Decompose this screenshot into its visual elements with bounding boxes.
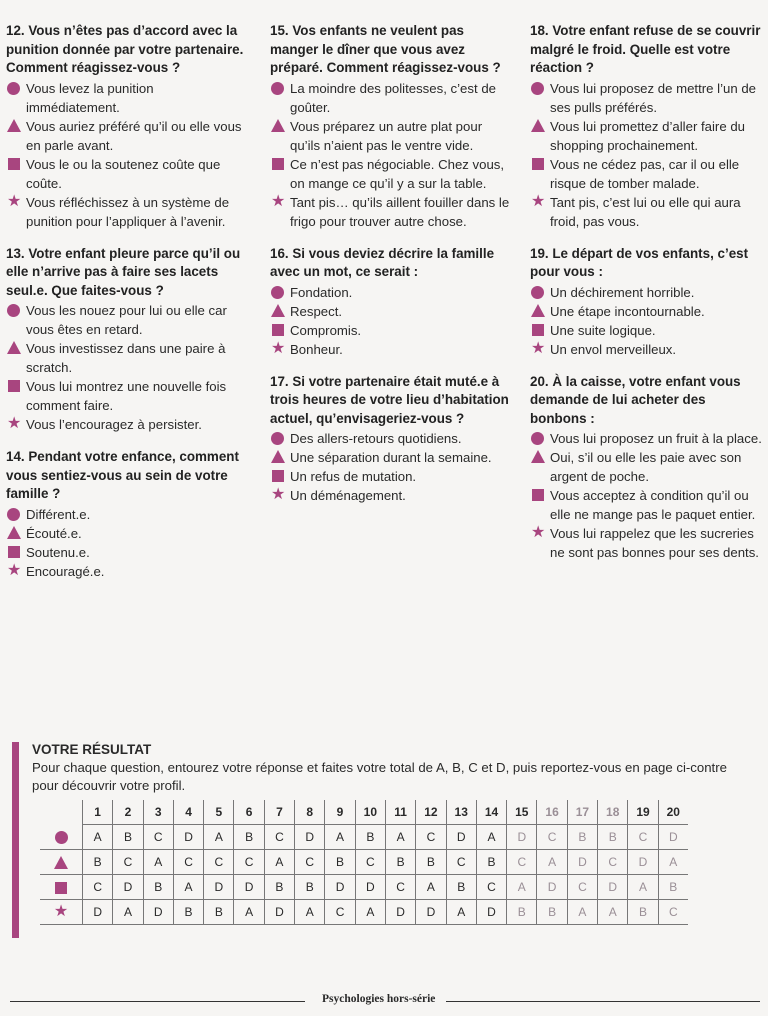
grid-cell[interactable]: A (83, 825, 113, 850)
grid-cell[interactable]: D (385, 900, 415, 925)
question-title: 15. Vos enfants ne veulent pas manger le dîner que vous avez préparé. Comment réagissez-vous ? (270, 23, 501, 75)
triangle-icon (531, 119, 545, 132)
grid-cell[interactable]: A (507, 875, 537, 900)
grid-cell[interactable]: B (143, 875, 173, 900)
square-icon (532, 489, 544, 501)
grid-cell[interactable]: A (385, 825, 415, 850)
circle-icon (271, 82, 284, 95)
grid-cell[interactable]: B (325, 850, 355, 875)
grid-cell[interactable]: A (628, 875, 658, 900)
grid-cell[interactable]: A (416, 875, 446, 900)
question-18 (530, 22, 762, 231)
grid-cell[interactable]: D (295, 825, 325, 850)
square-icon (272, 324, 284, 336)
grid-header-cell: 9 (325, 800, 355, 825)
square-icon (8, 380, 20, 392)
question-13 (6, 245, 251, 435)
option-circle[interactable]: Vous lui proposez de mettre l’un de ses pulls préférés. (530, 79, 762, 117)
footer-publication: Psychologies hors-série (322, 993, 436, 1005)
option-triangle[interactable]: Vous investissez dans une paire à scratch. (6, 339, 251, 377)
triangle-icon (54, 856, 68, 869)
option-triangle[interactable]: Écouté.e. (6, 524, 251, 543)
grid-cell[interactable]: D (143, 900, 173, 925)
grid-header-cell: 4 (173, 800, 203, 825)
option-circle[interactable]: Différent.e. (6, 505, 251, 524)
question-title: 17. Si votre partenaire était muté.e à trois heures de votre lieu d’habitation actuel, qu’envisageriez-vous ? (270, 373, 509, 426)
grid-cell[interactable]: C (325, 900, 355, 925)
grid-header-cell: 6 (234, 800, 264, 825)
grid-header-cell: 3 (143, 800, 173, 825)
grid-cell[interactable]: B (385, 850, 415, 875)
question-19 (530, 245, 762, 359)
option-square[interactable]: Vous lui montrez une nouvelle fois comment faire. (6, 377, 251, 415)
grid-cell[interactable]: D (416, 900, 446, 925)
question-title: 20. À la caisse, votre enfant vous demande de lui acheter des bonbons : (530, 373, 741, 426)
grid-cell[interactable]: C (446, 850, 476, 875)
grid-cell[interactable]: C (173, 850, 203, 875)
grid-row (40, 900, 688, 925)
grid-cell[interactable]: B (113, 825, 143, 850)
grid-cell[interactable]: C (537, 825, 567, 850)
grid-header-row (40, 800, 688, 825)
grid-cell[interactable]: D (476, 900, 506, 925)
question-14 (6, 448, 251, 581)
grid-header-cell: 14 (476, 800, 506, 825)
grid-row (40, 875, 688, 900)
grid-header-cell: 10 (355, 800, 385, 825)
grid-cell[interactable]: D (83, 900, 113, 925)
grid-cell[interactable]: C (598, 850, 628, 875)
grid-cell[interactable]: B (204, 900, 234, 925)
grid-cell[interactable]: A (173, 875, 203, 900)
option-circle[interactable]: La moindre des politesses, c’est de goûter. (270, 79, 510, 117)
triangle-icon (271, 119, 285, 132)
square-icon (272, 470, 284, 482)
grid-cell[interactable]: B (173, 900, 203, 925)
grid-cell[interactable]: A (567, 900, 597, 925)
grid-cell[interactable]: D (446, 825, 476, 850)
option-star[interactable]: ★ Vous l’encouragez à persister. (7, 415, 202, 432)
question-title: 16. Si vous deviez décrire la famille avec un mot, ce serait : (270, 245, 495, 279)
scoring-grid (40, 800, 688, 925)
option-star[interactable]: ★ Tant pis, c’est lui ou elle qui aura froid, pas vous. (531, 192, 741, 229)
grid-row-symbol (40, 825, 83, 850)
circle-icon (7, 304, 20, 317)
option-triangle[interactable]: Vous lui promettez d’aller faire du shopping prochainement. (530, 117, 762, 155)
grid-cell[interactable]: B (355, 825, 385, 850)
grid-cell[interactable]: B (446, 875, 476, 900)
grid-cell[interactable]: A (204, 825, 234, 850)
option-star[interactable]: ★ Vous réfléchissez à un système de punition pour l’appliquer à l’avenir. (7, 192, 230, 229)
grid-cell[interactable]: D (204, 875, 234, 900)
grid-header-cell: 8 (295, 800, 325, 825)
option-square[interactable]: Soutenu.e. (6, 543, 251, 562)
star-icon: ★ (7, 415, 22, 432)
accent-bar (12, 742, 19, 938)
grid-header-cell: 20 (658, 800, 688, 825)
option-square[interactable]: Vous le ou la soutenez coûte que coûte. (6, 155, 251, 193)
option-circle[interactable]: Vous lui proposez un fruit à la place. (530, 429, 762, 448)
footer-rule-left (10, 1001, 305, 1002)
grid-cell[interactable]: B (537, 900, 567, 925)
grid-cell[interactable]: D (234, 875, 264, 900)
question-title: 14. Pendant votre enfance, comment vous sentiez-vous au sein de votre famille ? (6, 449, 239, 501)
circle-icon (271, 432, 284, 445)
grid-row-symbol (40, 875, 83, 900)
option-star[interactable]: ★ Encouragé.e. (7, 561, 105, 579)
grid-cell[interactable]: C (113, 850, 143, 875)
star-icon: ★ (531, 524, 546, 541)
grid-cell[interactable]: D (567, 850, 597, 875)
option-star[interactable]: ★ Un déménagement. (271, 486, 406, 503)
option-square[interactable]: Compromis. (270, 321, 510, 340)
question-12 (6, 22, 251, 231)
grid-cell[interactable]: A (264, 850, 294, 875)
footer-rule-right (446, 1001, 760, 1002)
grid-cell[interactable]: A (598, 900, 628, 925)
grid-cell[interactable]: B (264, 875, 294, 900)
grid-cell[interactable]: C (385, 875, 415, 900)
option-star[interactable]: ★ Bonheur. (271, 339, 343, 357)
grid-cell[interactable]: C (628, 825, 658, 850)
grid-cell[interactable]: C (567, 875, 597, 900)
grid-cell[interactable]: D (325, 875, 355, 900)
star-icon: ★ (531, 192, 546, 210)
grid-cell[interactable]: C (295, 850, 325, 875)
grid-header-cell: 5 (204, 800, 234, 825)
circle-icon (531, 286, 544, 299)
square-icon (272, 158, 284, 170)
option-square[interactable]: Une suite logique. (530, 321, 762, 340)
grid-cell[interactable]: C (204, 850, 234, 875)
grid-cell[interactable]: A (234, 900, 264, 925)
grid-cell[interactable]: D (113, 875, 143, 900)
square-icon (8, 546, 20, 558)
option-triangle[interactable]: Vous préparez un autre plat pour qu’ils n’aient pas le ventre vide. (270, 117, 510, 155)
grid-cell[interactable]: A (476, 825, 506, 850)
grid-cell[interactable]: B (598, 825, 628, 850)
triangle-icon (271, 450, 285, 463)
grid-header-cell: 12 (416, 800, 446, 825)
grid-cell[interactable]: D (598, 875, 628, 900)
square-icon (55, 882, 67, 894)
grid-corner (40, 800, 83, 825)
option-square[interactable]: Ce n’est pas négociable. Chez vous, on mange ce qu’il y a sur la table. (270, 155, 510, 193)
option-square[interactable]: Vous ne cédez pas, car il ou elle risque de tomber malade. (530, 155, 762, 193)
question-15 (270, 22, 510, 231)
grid-cell[interactable]: C (234, 850, 264, 875)
option-star[interactable]: ★ Tant pis… qu’ils aillent fouiller dans le frigo pour trouver autre chose. (271, 192, 510, 229)
question-20 (530, 373, 762, 563)
grid-cell[interactable]: B (416, 850, 446, 875)
grid-cell[interactable]: B (658, 875, 688, 900)
grid-row-symbol (40, 850, 83, 875)
grid-header-cell: 2 (113, 800, 143, 825)
grid-header-cell: 17 (567, 800, 597, 825)
grid-cell[interactable]: A (295, 900, 325, 925)
question-16 (270, 245, 510, 359)
option-circle[interactable]: Un déchirement horrible. (530, 283, 762, 302)
grid-cell[interactable]: D (264, 900, 294, 925)
grid-cell[interactable]: C (143, 825, 173, 850)
option-triangle[interactable]: Vous auriez préféré qu’il ou elle vous en parle avant. (6, 117, 251, 155)
option-triangle[interactable]: Respect. (270, 302, 510, 321)
grid-cell[interactable]: D (355, 875, 385, 900)
grid-cell[interactable]: A (113, 900, 143, 925)
grid-cell[interactable]: C (476, 875, 506, 900)
triangle-icon (7, 341, 21, 354)
grid-header-cell: 19 (628, 800, 658, 825)
option-circle[interactable]: Des allers-retours quotidiens. (270, 429, 510, 448)
circle-icon (531, 82, 544, 95)
question-title: 19. Le départ de vos enfants, c’est pour vous : (530, 245, 749, 279)
option-triangle[interactable]: Une séparation durant la semaine. (270, 448, 510, 467)
question-title: 13. Votre enfant pleure parce qu’il ou elle n’arrive pas à faire ses lacets seul.e. Que faites-vous ? (6, 245, 241, 298)
star-icon: ★ (7, 192, 22, 210)
triangle-icon (7, 526, 21, 539)
grid-header-cell: 16 (537, 800, 567, 825)
grid-cell[interactable]: D (658, 825, 688, 850)
star-icon: ★ (271, 192, 286, 210)
option-circle[interactable]: Fondation. (270, 283, 510, 302)
triangle-icon (271, 304, 285, 317)
grid-header-cell: 1 (83, 800, 113, 825)
grid-cell[interactable]: B (234, 825, 264, 850)
grid-cell[interactable]: C (355, 850, 385, 875)
question-17 (270, 373, 510, 506)
grid-row (40, 850, 688, 875)
grid-cell[interactable]: B (567, 825, 597, 850)
grid-cell[interactable]: B (476, 850, 506, 875)
star-icon: ★ (531, 339, 546, 357)
star-icon: ★ (271, 339, 286, 357)
column-right (530, 22, 762, 576)
grid-header-cell: 18 (598, 800, 628, 825)
grid-header-cell: 11 (385, 800, 415, 825)
option-star[interactable]: ★ Un envol merveilleux. (531, 339, 677, 357)
circle-icon (531, 432, 544, 445)
grid-cell[interactable]: A (537, 850, 567, 875)
grid-cell[interactable]: B (295, 875, 325, 900)
grid-cell[interactable]: C (83, 875, 113, 900)
square-icon (532, 158, 544, 170)
question-title: 18. Votre enfant refuse de se couvrir malgré le froid. Quelle est votre réaction ? (530, 23, 761, 75)
square-icon (8, 158, 20, 170)
option-square[interactable]: Un refus de mutation. (270, 467, 510, 486)
grid-cell[interactable]: D (507, 825, 537, 850)
grid-cell[interactable]: B (507, 900, 537, 925)
grid-cell[interactable]: B (628, 900, 658, 925)
option-triangle[interactable]: Oui, s’il ou elle les paie avec son argent de poche. (530, 448, 762, 486)
grid-cell[interactable]: C (264, 825, 294, 850)
circle-icon (7, 508, 20, 521)
grid-cell[interactable]: C (416, 825, 446, 850)
star-icon: ★ (53, 903, 69, 920)
triangle-icon (531, 450, 545, 463)
grid-cell[interactable]: A (143, 850, 173, 875)
option-star[interactable]: ★ Vous lui rappelez que les sucreries ne sont pas bonnes pour ses dents. (531, 524, 759, 560)
grid-header-cell: 13 (446, 800, 476, 825)
grid-cell[interactable]: A (446, 900, 476, 925)
footer (10, 993, 760, 1009)
grid-cell[interactable]: D (537, 875, 567, 900)
grid-cell[interactable]: D (173, 825, 203, 850)
grid-cell[interactable]: C (507, 850, 537, 875)
option-triangle[interactable]: Une étape incontournable. (530, 302, 762, 321)
triangle-icon (7, 119, 21, 132)
grid-row-symbol (40, 900, 83, 925)
grid-cell[interactable]: A (325, 825, 355, 850)
circle-icon (271, 286, 284, 299)
grid-cell[interactable]: A (658, 850, 688, 875)
grid-cell[interactable]: C (658, 900, 688, 925)
column-middle (270, 22, 510, 519)
result-instructions: Pour chaque question, entourez votre réponse et faites votre total de A, B, C et D, puis reportez-vous en page ci-contre pour découvrir votre profil. (32, 760, 727, 793)
grid-cell[interactable]: B (83, 850, 113, 875)
column-left (6, 22, 251, 595)
question-title: 12. Vous n’êtes pas d’accord avec la punition donnée par votre partenaire. Comment réagissez-vous ? (6, 23, 244, 75)
result-title: VOTRE RÉSULTAT (32, 742, 152, 757)
option-circle[interactable]: Vous les nouez pour lui ou elle car vous êtes en retard. (6, 301, 251, 339)
star-icon: ★ (271, 486, 286, 503)
grid-header-cell: 15 (507, 800, 537, 825)
square-icon (532, 324, 544, 336)
grid-cell[interactable]: A (355, 900, 385, 925)
star-icon: ★ (7, 561, 22, 579)
option-square[interactable]: Vous acceptez à condition qu’il ou elle ne mange pas le paquet entier. (530, 486, 762, 524)
triangle-icon (531, 304, 545, 317)
grid-header-cell: 7 (264, 800, 294, 825)
circle-icon (55, 831, 68, 844)
option-circle[interactable]: Vous levez la punition immédiatement. (6, 79, 251, 117)
grid-cell[interactable]: D (628, 850, 658, 875)
grid-row (40, 825, 688, 850)
circle-icon (7, 82, 20, 95)
